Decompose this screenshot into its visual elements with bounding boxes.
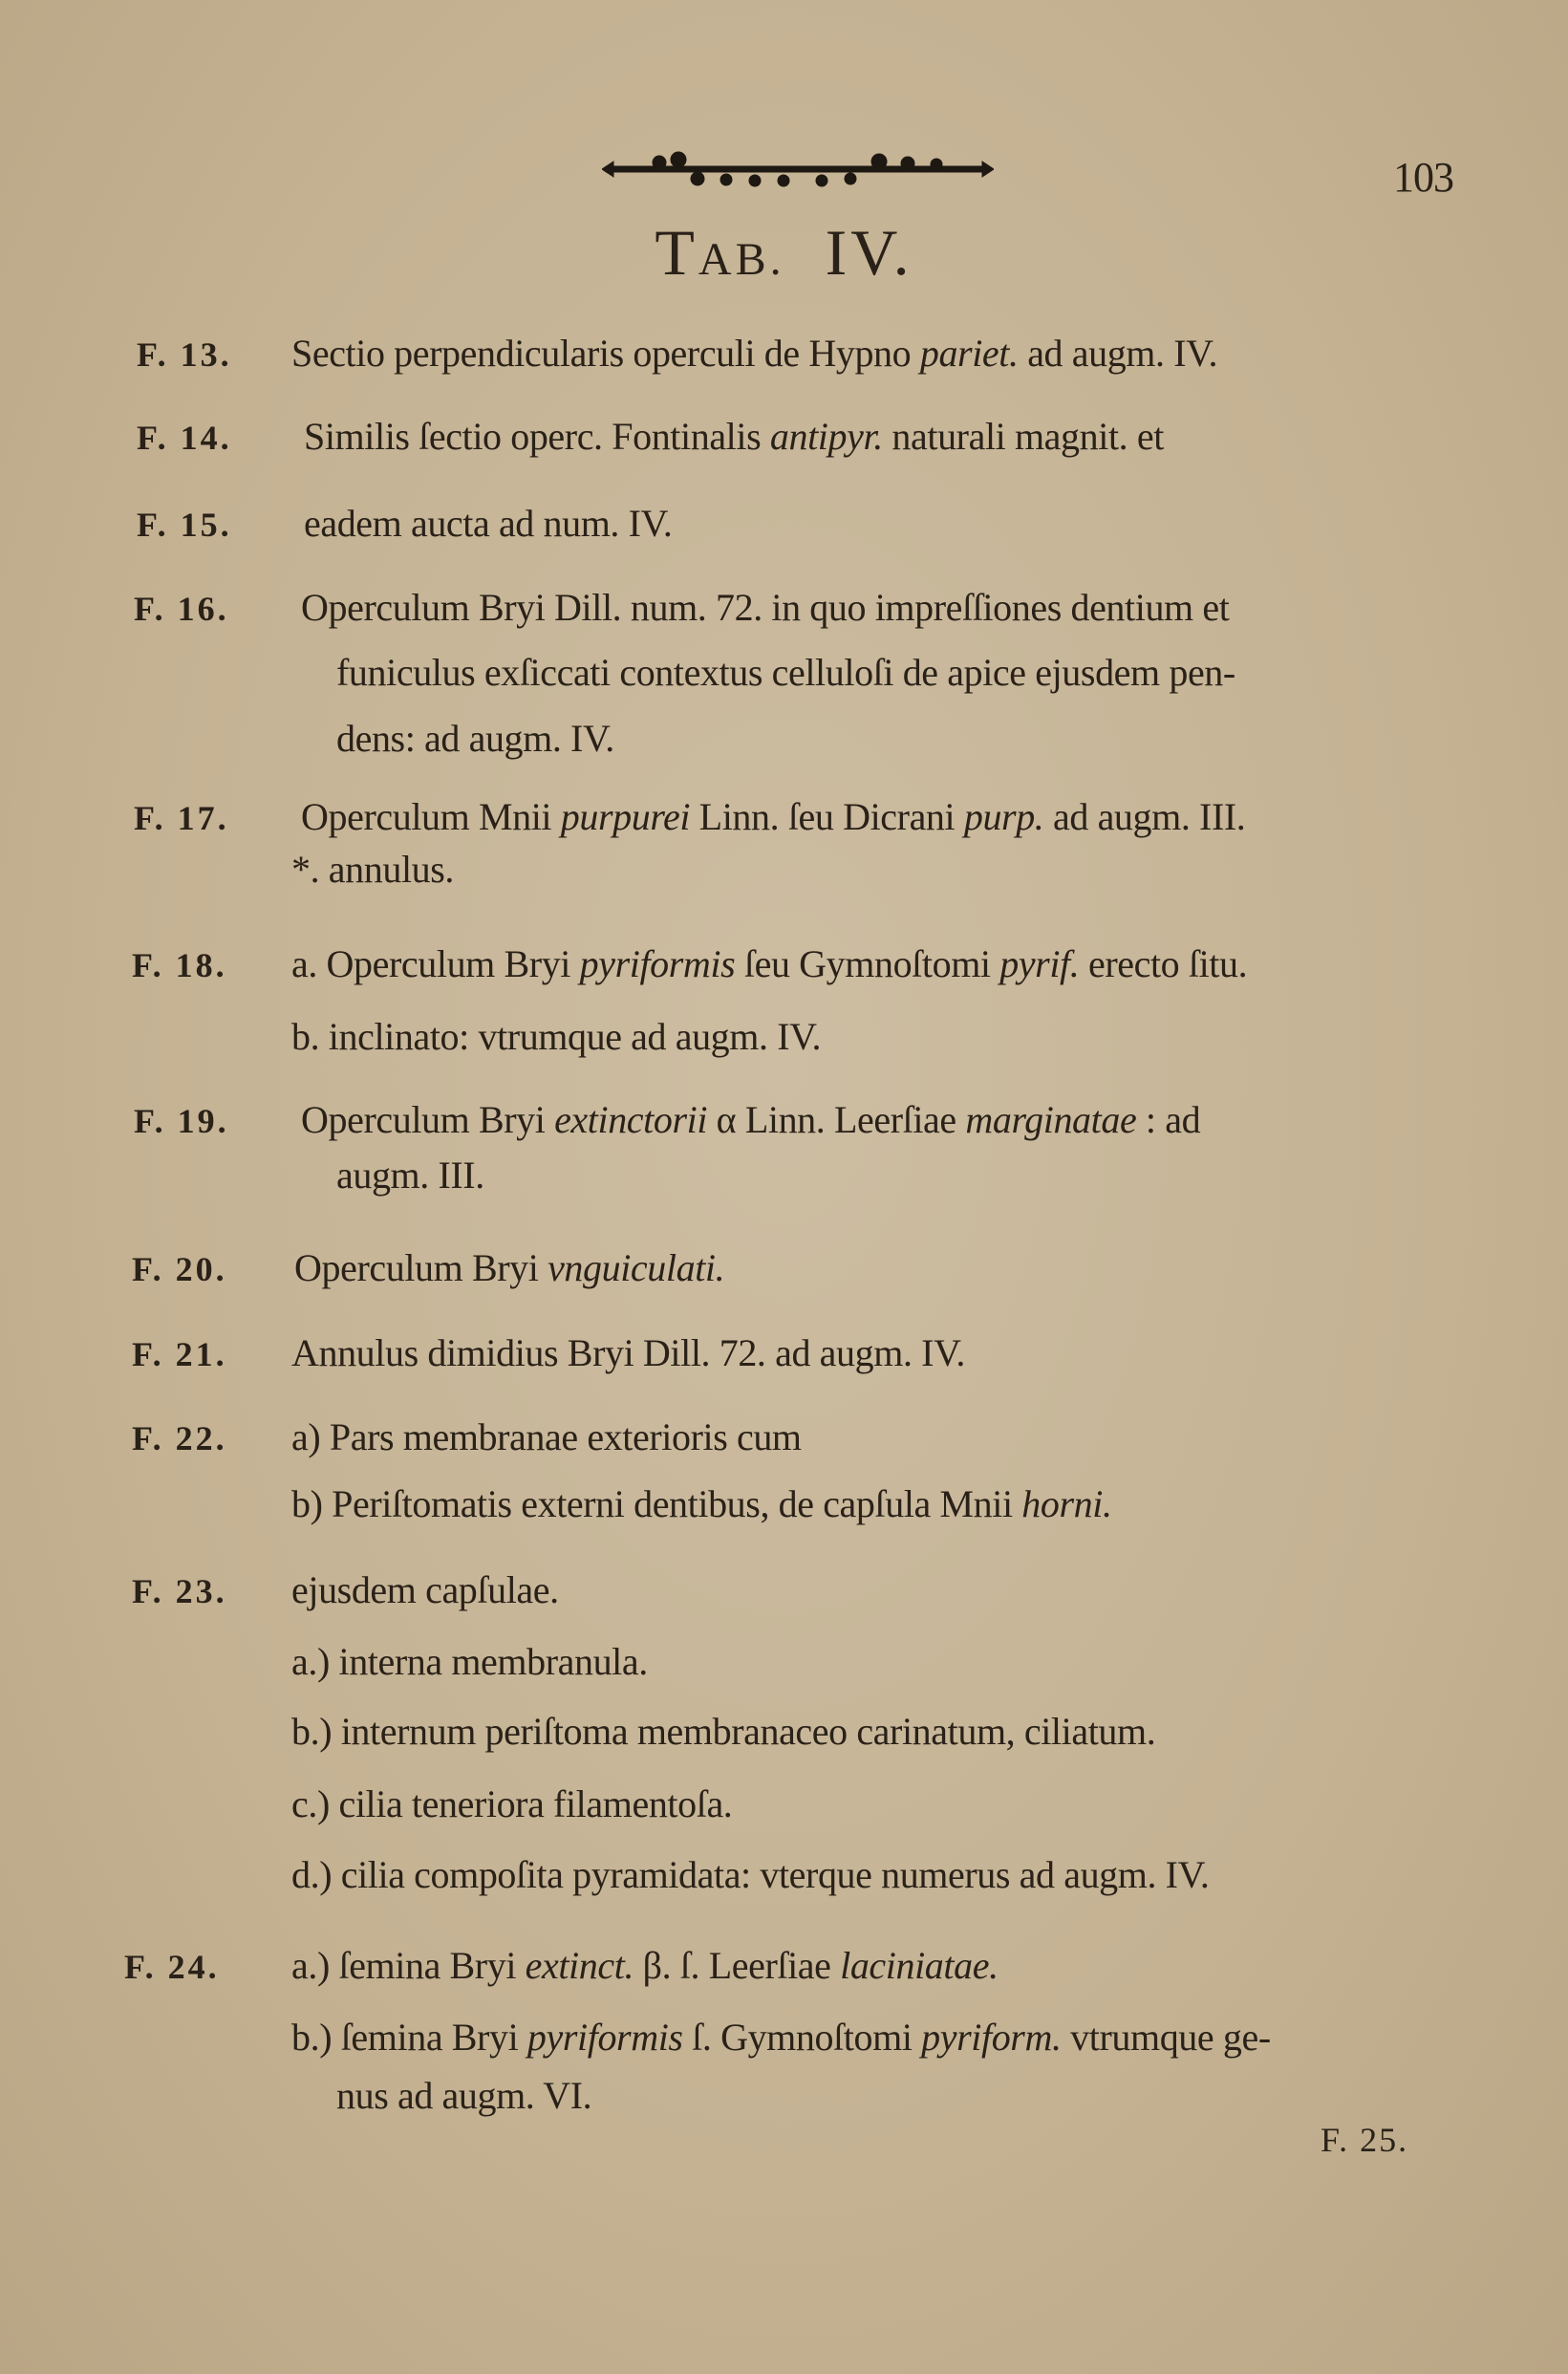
figure-description-line [291,1567,559,1612]
plate-title: TAB. IV. [655,216,913,289]
figure-description-line [304,414,1164,459]
description-text: Operculum Bryi [301,1098,555,1141]
figure-label: F. 19. [134,1102,229,1140]
figure-description-line [336,716,614,761]
description-text: funiculus exſiccati contextus celluloſi de apice ejusdem pen- [336,651,1235,694]
figure-label: F. 17. [134,799,229,837]
description-text: b) Periſtomatis externi dentibus, de capſula Mnii [291,1482,1022,1525]
figure-description-line [291,2015,1271,2060]
figure-label: F. 16. [134,590,229,628]
description-text: vtrumque ge- [1061,2016,1271,2059]
catchword: F. 25. [1321,2121,1409,2159]
figure-description-line [291,1330,965,1375]
description-text: d.) cilia compoſita pyramidata: vterque numerus ad augm. IV. [291,1853,1210,1896]
italic-taxon-text: horni. [1021,1482,1112,1525]
figure-description-line [291,941,1247,986]
figure-description-line [336,650,1235,695]
description-text: b. inclinato: vtrumque ad augm. IV. [291,1015,822,1058]
description-text: a.) interna membranula. [291,1640,648,1683]
description-text: eadem aucta ad num. IV. [304,502,673,545]
description-text: β. ſ. Leerſiae [634,1944,841,1987]
figure-description-line [301,794,1245,839]
description-text: a. Operculum Bryi [291,942,580,985]
figure-description-line [291,1709,1155,1754]
description-text: nus ad augm. VI. [336,2074,592,2117]
figure-label: F. 21. [132,1335,227,1373]
description-text: α Linn. Leerſiae [707,1098,966,1141]
description-text: b.) ſemina Bryi [291,2016,527,2059]
description-text: ſeu Gymnoſtomi [735,942,1000,985]
italic-taxon-text: antipyr. [769,415,883,458]
figure-description-line [291,1639,648,1684]
description-text: a) Pars membranae exterioris cum [291,1415,802,1458]
figure-label: F. 22. [132,1419,227,1457]
italic-taxon-text: laciniatae. [840,1944,999,1987]
italic-taxon-text: pyriformis [579,942,736,985]
figure-label: F. 15. [137,506,232,544]
italic-taxon-text: pyrif. [999,942,1080,985]
figure-description-line [294,1245,724,1290]
page-number: 103 [1393,154,1453,201]
italic-taxon-text: pyriform. [921,2016,1062,2059]
figure-label: F. 14. [137,419,232,457]
italic-taxon-text: pariet. [919,332,1019,375]
figure-description-line [291,1943,999,1988]
figure-label: F. 13. [137,335,232,374]
description-text: naturali magnit. et [882,415,1164,458]
figure-description-line [301,585,1229,630]
figure-description-line [291,1781,732,1826]
italic-taxon-text: vnguiculati. [548,1246,725,1289]
figure-description-line [291,1852,1210,1897]
description-text: *. annulus. [291,848,455,891]
figure-description-line [301,1097,1200,1142]
description-text: a.) ſemina Bryi [291,1944,526,1987]
description-text: Operculum Bryi [294,1246,548,1289]
description-text: : ad [1136,1098,1201,1141]
figure-description-line [291,847,454,892]
figure-description-line [291,1414,802,1459]
italic-taxon-text: pyriformis [526,2016,683,2059]
description-text: Operculum Bryi Dill. num. 72. in quo impreſſiones dentium et [301,586,1230,629]
description-text: ejusdem capſulae. [291,1568,559,1611]
figure-description-line [336,1153,484,1198]
description-text: ad augm. IV. [1018,332,1218,375]
italic-taxon-text: marginatae [965,1098,1137,1141]
description-text: Similis ſectio operc. Fontinalis [304,415,770,458]
description-text: erecto ſitu. [1079,942,1248,985]
figure-description-line [291,1014,821,1059]
description-text: augm. III. [336,1154,484,1197]
figure-label: F. 23. [132,1572,227,1610]
description-text: dens: ad augm. IV. [336,717,614,760]
description-text: c.) cilia teneriora filamentoſa. [291,1782,733,1825]
figure-description-line [304,501,672,546]
description-text: ad augm. III. [1043,795,1246,838]
figure-label: F. 20. [132,1250,227,1288]
figure-description-line [291,331,1217,376]
figure-description-line [291,1481,1112,1526]
description-text: b.) internum periſtoma membranaceo carinatum, ciliatum. [291,1710,1156,1753]
description-text: Sectio perpendicularis operculi de Hypno [291,332,920,375]
description-text: Annulus dimidius Bryi Dill. 72. ad augm. IV. [291,1331,965,1374]
italic-taxon-text: extinctorii [554,1098,708,1141]
figure-description-line [336,2073,591,2118]
description-text: ſ. Gymnoſtomi [682,2016,922,2059]
description-text: Linn. ſeu Dicrani [690,795,964,838]
italic-taxon-text: purpurei [560,795,691,838]
figure-label: F. 24. [124,1948,220,1986]
italic-taxon-text: extinct. [525,1944,634,1987]
description-text: Operculum Mnii [301,795,561,838]
italic-taxon-text: purp. [963,795,1044,838]
figure-label: F. 18. [132,946,227,984]
header-ornament [602,148,994,191]
